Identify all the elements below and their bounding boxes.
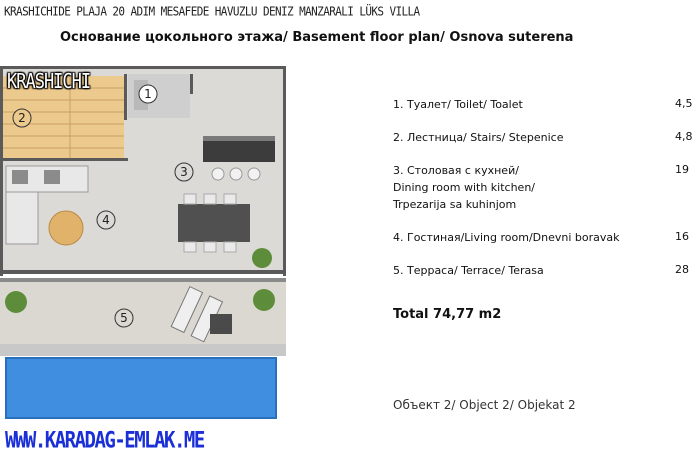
room-living: 4. Гостиная/Living room/Dnevni boravak [393,231,620,244]
dining-table [178,204,250,242]
area-toilet: 4,5 [675,97,693,110]
area-stairs: 4,8 [675,130,693,143]
page-title: Основание цокольного этажа/ Basement floor plan/ Osnova suterena [60,30,574,45]
area-living: 16 [675,230,689,243]
area-terrace: 28 [675,263,689,276]
room-terrace: 5. Терраса/ Terrace/ Terasa [393,264,544,277]
kitchen-counter [203,140,275,162]
room-toilet: 1. Туалет/ Toilet/ Toalet [393,98,523,111]
plan-label-5: 5 [120,311,128,325]
plan-label-2: 2 [18,111,26,125]
listing-banner: KRASHICHIDE PLAJA 20 ADIM MESAFEDE HAVUZLU DENIZ MANZARALI LÜKS VILLA [4,4,420,19]
room-dining-kitchen: 3. Столовая с кухней/ Dining room with kitchen/ Trpezarija sa kuhinjom [393,164,535,211]
area-dining-kitchen: 19 [675,163,689,176]
plan-label-1: 1 [144,87,152,101]
pool [6,358,276,418]
floor-plan [0,66,286,430]
plan-label-4: 4 [102,213,110,227]
coffee-table [49,211,83,245]
plan-label-3: 3 [180,165,188,179]
object-label: Объект 2/ Object 2/ Objekat 2 [393,398,576,412]
website-link[interactable]: WWW.KARADAG-EMLAK.ME [5,428,204,454]
room-stairs: 2. Лестница/ Stairs/ Stepenice [393,131,564,144]
brand-watermark: KRASHICHI [7,70,91,94]
terrace [0,278,286,344]
total-area: Total 74,77 m2 [393,307,502,322]
